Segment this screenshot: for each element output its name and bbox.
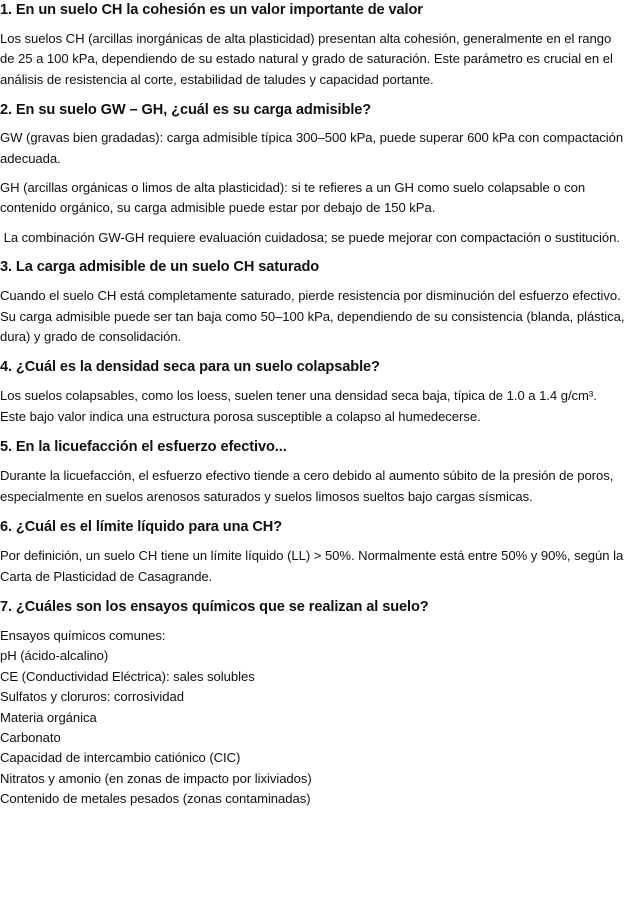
section-intro: Ensayos químicos comunes: (0, 627, 166, 643)
section-heading: 6. ¿Cuál es el límite líquido para una CH? (0, 519, 283, 536)
section-4 (0, 357, 626, 427)
section-7 (0, 597, 626, 810)
section-paragraph: La combinación GW-GH requiere evaluación cuidadosa; se puede mejorar con compactación o sustitución. (0, 229, 620, 245)
list-item: Contenido de metales pesados (zonas contaminadas) (0, 791, 311, 807)
section-paragraph: Cuando el suelo CH está completamente saturado, pierde resistencia por disminución del esfuerzo efectivo. Su carga admisible puede ser tan baja como 50–100 kPa, dependiendo de su consistencia (blanda, plástica, dura) y grado de consolidación. (0, 288, 625, 345)
section-1 (0, 0, 626, 90)
section-2 (0, 100, 626, 248)
section-heading: 3. La carga admisible de un suelo CH saturado (0, 259, 320, 276)
section-paragraph: Por definición, un suelo CH tiene un límite líquido (LL) > 50%. Normalmente está entre 50% y 90%, según la Carta de Plasticidad de Casagrande. (0, 548, 624, 584)
list-item: Materia orgánica (0, 709, 97, 725)
section-paragraph: Los suelos CH (arcillas inorgánicas de alta plasticidad) presentan alta cohesión, generalmente en el rango de 25 a 100 kPa, dependiendo de su estado natural y grado de saturación. Este parámetro es crucial en el análisis de resistencia al corte, estabilidad de taludes y capacidad portante. (0, 31, 613, 87)
list-item: Carbonato (0, 729, 61, 745)
section-6 (0, 517, 626, 587)
section-paragraph: GH (arcillas orgánicas o limos de alta plasticidad): si te refieres a un GH como suelo colapsable o con contenido orgánico, su carga admisible puede estar por debajo de 150 kPa. (0, 180, 586, 216)
section-heading: 4. ¿Cuál es la densidad seca para un suelo colapsable? (0, 359, 380, 376)
section-heading: 1. En un suelo CH la cohesión es un valor importante de valor (0, 2, 423, 18)
section-paragraph: GW (gravas bien gradadas): carga admisible típica 300–500 kPa, puede superar 600 kPa con compactación adecuada. (0, 130, 624, 166)
list-item: CE (Conductividad Eléctrica): sales solubles (0, 668, 255, 684)
section-heading: 2. En su suelo GW – GH, ¿cuál es su carga admisible? (0, 102, 372, 119)
list-item: Capacidad de intercambio catiónico (CIC) (0, 750, 241, 766)
list-item: Sulfatos y cloruros: corrosividad (0, 689, 184, 705)
list-item: Nitratos y amonio (en zonas de impacto por lixiviados) (0, 770, 312, 786)
section-paragraph: Durante la licuefacción, el esfuerzo efectivo tiende a cero debido al aumento súbito de la presión de poros, especialmente en suelos arenosos saturados y suelos limosos sueltos bajo cargas sísmicas. (0, 468, 614, 504)
section-paragraph: Los suelos colapsables, como los loess, suelen tener una densidad seca baja, típica de 1.0 a 1.4 g/cm³. Este bajo valor indica una estructura porosa susceptible a colapso al humedecerse. (0, 388, 597, 424)
list-item: pH (ácido-alcalino) (0, 648, 109, 664)
section-heading: 5. En la licuefacción el esfuerzo efectivo... (0, 439, 287, 456)
section-3 (0, 257, 626, 347)
section-heading: 7. ¿Cuáles son los ensayos químicos que se realizan al suelo? (0, 598, 429, 615)
section-5 (0, 437, 626, 507)
